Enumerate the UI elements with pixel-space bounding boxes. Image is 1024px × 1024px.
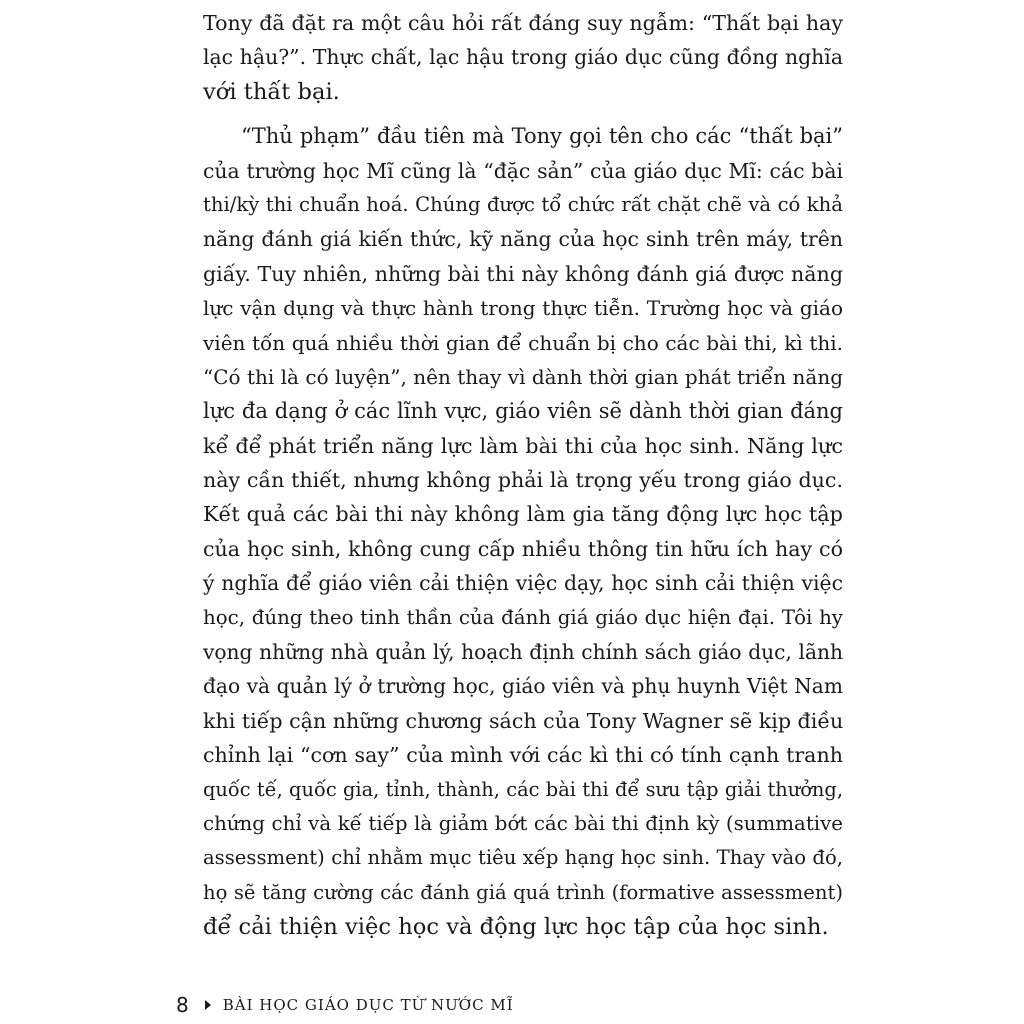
text-line: Tony đã đặt ra một câu hỏi rất đáng suy ngẫm: “Thất bại hay [203,11,843,35]
text-line: này cần thiết, nhưng không phải là trọng yếu trong giáo dục. [203,468,843,493]
page-number: 8 [176,993,189,1017]
text-line: lực đa dạng ở các lĩnh vực, giáo viên sẽ dành thời gian đáng [203,399,843,424]
text-line: lực vận dụng và thực hành trong thực tiễn. Trường học và giáo [203,296,843,321]
text-line: Kết quả các bài thi này không làm gia tăng động lực học tập [203,502,843,527]
text-line: học, đúng theo tinh thần của đánh giá giáo dục hiện đại. Tôi hy [203,605,843,629]
text-line: chỉnh lại “cơn say” của mình với các kì thi có tính cạnh tranh [203,743,843,768]
text-line: assessment) chỉ nhằm mục tiêu xếp hạng học sinh. Thay vào đó, [203,846,843,870]
paragraph [203,119,843,944]
text-line: kể để phát triển năng lực làm bài thi của học sinh. Năng lực [203,433,843,458]
body-text [203,6,843,945]
text-line: viên tốn quá nhiều thời gian để chuẩn bị cho các bài thi, kì thi. [203,330,843,355]
text-line: “Có thi là có luyện”, nên thay vì dành thời gian phát triển năng [203,364,843,389]
paragraph [203,6,843,109]
text-line: giấy. Tuy nhiên, những bài thi này không đánh giá được năng [203,261,843,286]
text-line: với thất bại. [203,78,340,105]
text-line: khi tiếp cận những chương sách của Tony Wagner sẽ kịp điều [203,708,844,733]
text-line: thi/kỳ thi chuẩn hoá. Chúng được tổ chức rất chặt chẽ và có khả [203,192,843,216]
running-title: BÀI HỌC GIÁO DỤC TỪ NƯỚC MĨ [222,996,514,1014]
page-footer [176,990,514,1020]
text-line: lạc hậu?”. Thực chất, lạc hậu trong giáo dục cũng đồng nghĩa [203,45,843,70]
text-line: quốc tế, quốc gia, tỉnh, thành, các bài thi để sưu tập giải thưởng, [203,777,843,801]
triangle-right-icon [205,1000,211,1010]
text-line: “Thủ phạm” đầu tiên mà Tony gọi tên cho các “thất bại” [241,124,843,149]
paragraph-spacer [203,109,843,119]
text-line: năng đánh giá kiến thức, kỹ năng của học sinh trên máy, trên [203,227,843,252]
text-line: họ sẽ tăng cường các đánh giá quá trình (formative assessment) [203,880,843,904]
text-line: ý nghĩa để giáo viên cải thiện việc dạy, học sinh cải thiện việc [203,571,843,596]
text-line: của trường học Mĩ cũng là “đặc sản” của giáo dục Mĩ: các bài [203,158,843,183]
text-line: để cải thiện việc học và động lực học tập của học sinh. [203,914,829,941]
text-line: đạo và quản lý ở trường học, giáo viên và phụ huynh Việt Nam [203,674,843,699]
text-line: chứng chỉ và kế tiếp là giảm bớt các bài thi định kỳ (summative [203,811,843,835]
text-line: của học sinh, không cung cấp nhiều thông tin hữu ích hay có [203,536,843,561]
text-line: vọng những nhà quản lý, hoạch định chính sách giáo dục, lãnh [203,640,843,665]
